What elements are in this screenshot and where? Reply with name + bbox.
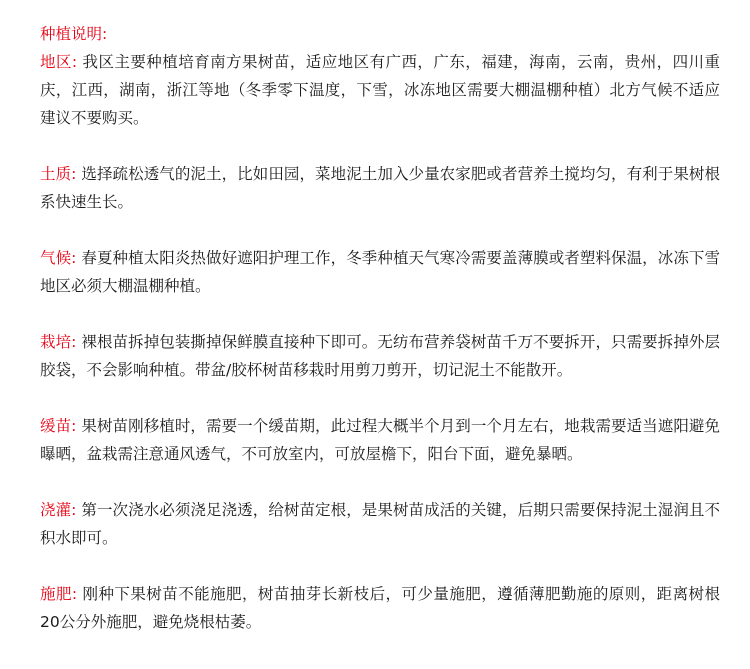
section-watering	[40, 496, 720, 552]
section-text: 裸根苗拆掉包装撕掉保鲜膜直接种下即可。无纺布营养袋树苗千万不要拆开，只需要拆掉外层胶袋，不会影响种植。带盆/胶杯树苗移栽时用剪刀剪开，切记泥土不能散开。	[40, 333, 720, 379]
section-label: 地区:	[40, 53, 78, 71]
section-text: 春夏种植太阳炎热做好遮阳护理工作，冬季种植天气寒冷需要盖薄膜或者塑料保温，冰冻下雪地区必须大棚温棚种植。	[40, 249, 720, 295]
section-soil	[40, 160, 720, 216]
section-text: 果树苗刚移植时，需要一个缓苗期，此过程大概半个月到一个月左右，地栽需要适当遮阳避免曝晒，盆栽需注意通风透气，不可放室内，可放屋檐下，阳台下面，避免暴晒。	[40, 417, 720, 463]
section-text: 我区主要种植培育南方果树苗，适应地区有广西，广东，福建，海南，云南，贵州，四川重庆，江西，湖南，浙江等地（冬季零下温度，下雪，冰冻地区需要大棚温棚种植）北方气候不适应建议不要购买。	[40, 53, 720, 127]
section-climate	[40, 244, 720, 300]
section-label: 缓苗:	[40, 417, 77, 435]
section-label: 浇灌:	[40, 501, 77, 519]
section-region	[40, 48, 720, 132]
page-title: 种植说明:	[40, 25, 108, 43]
section-label: 土质:	[40, 165, 77, 183]
section-text: 第一次浇水必须浇足浇透，给树苗定根，是果树苗成活的关键，后期只需要保持泥土湿润且不积水即可。	[40, 501, 720, 547]
section-cultivation	[40, 328, 720, 384]
section-seedling-recovery	[40, 412, 720, 468]
section-label: 施肥:	[40, 585, 78, 603]
planting-instructions	[40, 20, 720, 636]
section-fertilizing	[40, 580, 720, 636]
section-label: 气候:	[40, 249, 77, 267]
section-text: 刚种下果树苗不能施肥，树苗抽芽长新枝后，可少量施肥，遵循薄肥勤施的原则，距离树根20公分外施肥，避免烧根枯萎。	[40, 585, 720, 631]
section-text: 选择疏松透气的泥土，比如田园，菜地泥土加入少量农家肥或者营养土搅均匀，有利于果树根系快速生长。	[40, 165, 720, 211]
section-label: 栽培:	[40, 333, 77, 351]
